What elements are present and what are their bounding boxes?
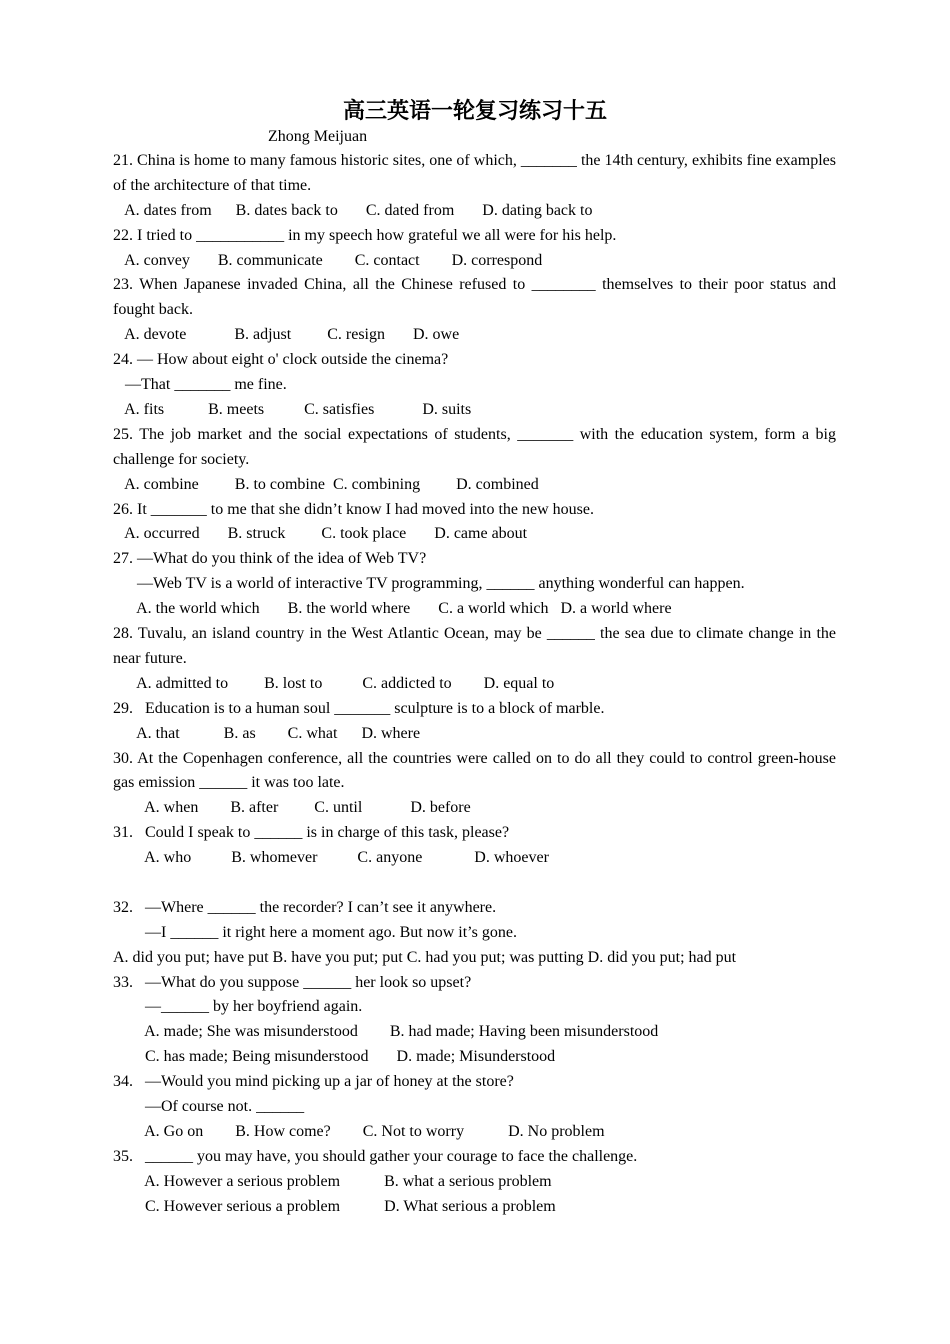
text-line: —______ by her boyfriend again. [113,998,363,1016]
text-line: 27. —What do you think of the idea of Web TV? [113,550,427,568]
text-line: A. when B. after C. until D. before [113,799,471,817]
text-line: C. However serious a problem D. What serious a problem [113,1197,556,1215]
text-line: A. who B. whomever C. anyone D. whoever [113,849,549,867]
text-line: A. combine B. to combine C. combining D. combined [113,475,539,493]
question-text: 23. When Japanese invaded China, all the Chinese refused to ________ themselves to their poor status and fought back. [113,276,836,319]
text-line: 35. ______ you may have, you should gather your courage to face the challenge. [113,1147,638,1165]
text-line: 31. Could I speak to ______ is in charge of this task, please? [113,824,510,842]
text-line: —Web TV is a world of interactive TV programming, ______ anything wonderful can happen. [113,575,745,593]
question-text: A. did you put; have put B. have you put; put C. had you put; was putting D. did you put; had put [113,948,737,966]
text-line: —Of course not. ______ [113,1098,305,1116]
question-list [113,149,836,1219]
text-line: A. made; She was misunderstood B. had made; Having been misunderstood [113,1023,659,1041]
text-line: A. that B. as C. what D. where [113,724,421,742]
text-line: A. devote B. adjust C. resign D. owe [113,326,460,344]
blank-line [113,871,836,896]
text-line: A. occurred B. struck C. took place D. came about [113,525,528,543]
text-line: A. the world which B. the world where C. a world which D. a world where [113,600,672,618]
text-line: A. Go on B. How come? C. Not to worry D. No problem [113,1122,605,1140]
text-line: A. admitted to B. lost to C. addicted to D. equal to [113,674,555,692]
question-text: 21. China is home to many famous historic sites, one of which, _______ the 14th century, exhibits fine examples of the architecture of that time. [113,152,836,194]
text-line: 29. Education is to a human soul _______ sculpture is to a block of marble. [113,699,605,717]
text-line: A. fits B. meets C. satisfies D. suits [113,400,472,418]
text-line: 34. —Would you mind picking up a jar of honey at the store? [113,1073,514,1091]
text-line: 32. —Where ______ the recorder? I can’t see it anywhere. [113,898,497,916]
question-text: 25. The job market and the social expectations of students, _______ with the education system, form a big challenge for society. [113,425,836,468]
page-title: 高三英语一轮复习练习十五 [342,98,607,124]
text-line: 22. I tried to ___________ in my speech how grateful we all were for his help. [113,226,617,244]
text-line: —That _______ me fine. [113,376,287,394]
text-line: A. convey B. communicate C. contact D. correspond [113,251,543,269]
text-line: 24. — How about eight o' clock outside the cinema? [113,351,449,369]
text-line: 33. —What do you suppose ______ her look so upset? [113,973,472,991]
question-text: 30. At the Copenhagen conference, all the countries were called on to do all they could to control green-house gas emission ______ it was too late. [113,749,836,792]
author-name: Zhong Meijuan [268,128,368,145]
question-text: 28. Tuvalu, an island country in the West Atlantic Ocean, may be ______ the sea due to climate change in the near future. [113,625,836,667]
text-line: A. dates from B. dates back to C. dated from D. dating back to [113,201,593,219]
text-line: A. However a serious problem B. what a serious problem [113,1172,552,1190]
text-line: 26. It _______ to me that she didn’t know I had moved into the new house. [113,500,594,518]
text-line: C. has made; Being misunderstood D. made; Misunderstood [113,1048,556,1066]
text-line: —I ______ it right here a moment ago. But now it’s gone. [113,923,517,941]
